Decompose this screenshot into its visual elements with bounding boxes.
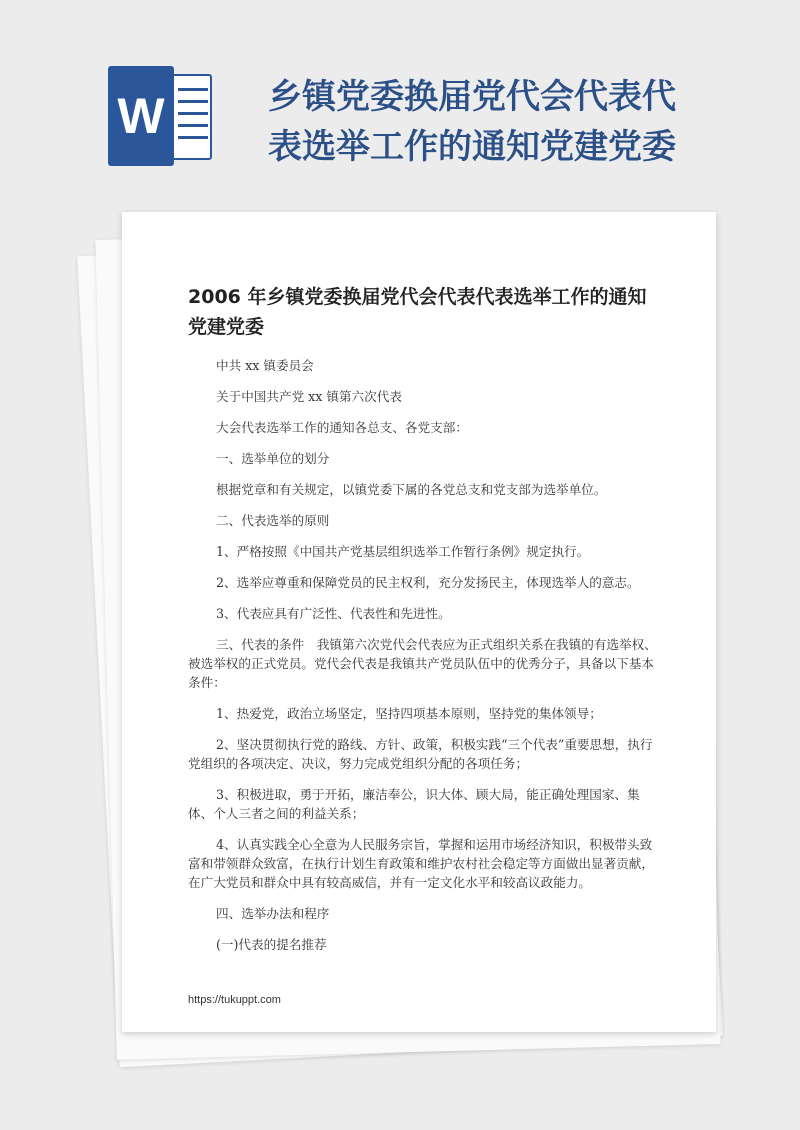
paragraph: 4、认真实践全心全意为人民服务宗旨，掌握和运用市场经济知识，积极带头致富和带领群众致富，在执行计划生育政策和维护农村社会稳定等方面做出显著贡献，在广大党员和群众中具有较高威信，并有一定文化水平和较高议政能力。 — [188, 837, 654, 890]
page-title: 乡镇党委换届党代会代表代表选举工作的通知党建党委 — [268, 77, 676, 167]
paragraph: 2、坚决贯彻执行党的路线、方针、政策，积极实践“三个代表”重要思想，执行党组织的各项决定、决议，努力完成党组织分配的各项任务； — [188, 737, 653, 771]
paragraph: 关于中国共产党 xx 镇第六次代表 — [216, 389, 402, 404]
paragraph: 大会代表选举工作的通知各总支、各党支部： — [216, 420, 468, 435]
paragraph: 1、严格按照《中国共产党基层组织选举工作暂行条例》规定执行。 — [216, 544, 590, 559]
paragraph: 三、代表的条件 我镇第六次党代会代表应为正式组织关系在我镇的有选举权、被选举权的正式党员。党代会代表是我镇共产党员队伍中的优秀分子，具备以下基本条件： — [188, 637, 657, 690]
footer-url: https://tukuppt.com — [188, 994, 281, 1006]
paragraph: 3、积极进取，勇于开拓，廉洁奉公，识大体、顾大局，能正确处理国家、集体、个人三者之间的利益关系； — [188, 787, 640, 821]
paragraph: 四、选举办法和程序 — [216, 906, 330, 921]
document-page — [122, 212, 716, 1032]
paragraph: 1、热爱党，政治立场坚定，坚持四项基本原则，坚持党的集体领导； — [216, 706, 602, 721]
paragraph: 2、选举应尊重和保障党员的民主权利，充分发扬民主，体现选举人的意志。 — [216, 575, 640, 590]
paragraph: (一)代表的提名推荐 — [216, 937, 327, 952]
paragraph: 3、代表应具有广泛性、代表性和先进性。 — [216, 606, 451, 621]
document-body — [188, 356, 658, 966]
document-title: 2006 年乡镇党委换届党代会代表代表选举工作的通知 党建党委 — [188, 286, 647, 338]
paragraph: 根据党章和有关规定，以镇党委下属的各党总支和党支部为选举单位。 — [216, 482, 607, 497]
word-icon — [108, 66, 212, 166]
paragraph: 二、代表选举的原则 — [216, 513, 330, 528]
paragraph: 一、选举单位的划分 — [216, 451, 330, 466]
paragraph: 中共 xx 镇委员会 — [216, 358, 314, 373]
word-letter: W — [108, 66, 174, 166]
